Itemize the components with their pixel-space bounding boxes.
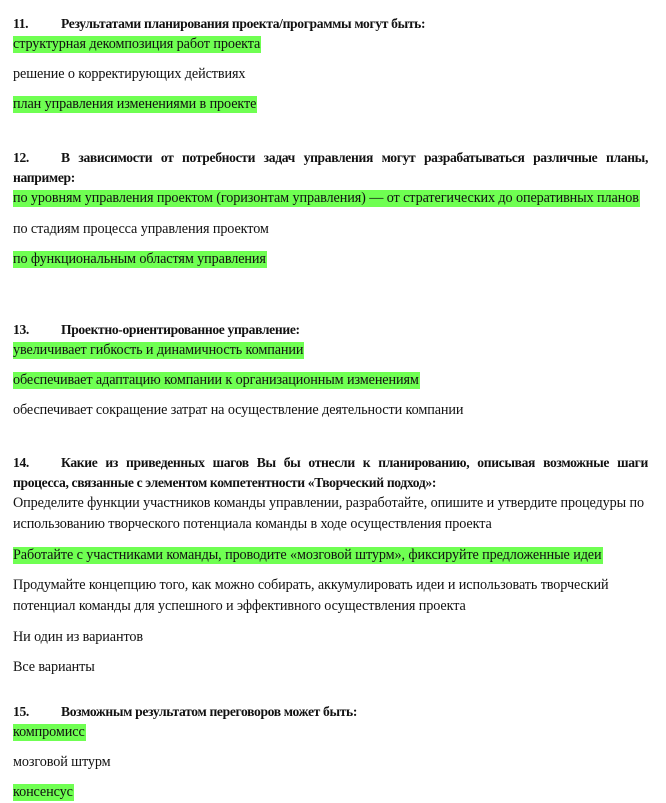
- question-15: [13, 702, 648, 802]
- option-item: [13, 493, 648, 535]
- question-heading: [13, 14, 648, 34]
- question-text: Какие из приведенных шагов Вы бы отнесли к планированию, описывая возможные шаги процесса, связанные с элементом компетентности «Творческий подход»:: [13, 455, 648, 490]
- option-text: Продумайте концепцию того, как можно собирать, аккумулировать идеи и использовать творческий потенциал команды для успешного и эффективного осуществления проекта: [13, 577, 609, 614]
- option-item: [13, 752, 648, 772]
- option-text-highlighted: увеличивает гибкость и динамичность компании: [13, 342, 304, 358]
- option-item: [13, 249, 648, 269]
- option-text: Определите функции участников команды управлении, разработайте, опишите и утвердите процедуры по использованию творческого потенциала команды в ходе осуществления проекта: [13, 495, 645, 532]
- option-item: [13, 34, 648, 54]
- question-text: В зависимости от потребности задач управления могут разрабатываться различные планы, например:: [13, 150, 648, 185]
- option-text-highlighted: компромисс: [13, 724, 85, 740]
- option-text-highlighted: структурная декомпозиция работ проекта: [13, 36, 261, 52]
- option-item: [13, 219, 648, 239]
- option-item: [13, 400, 648, 420]
- question-number: 14.: [13, 455, 29, 470]
- option-text-highlighted: обеспечивает адаптацию компании к организационным изменениям: [13, 372, 419, 388]
- option-text-highlighted: консенсус: [13, 784, 73, 800]
- option-text: мозговой штурм: [13, 754, 111, 770]
- question-text: Проектно-ориентированное управление:: [61, 322, 300, 337]
- question-heading: [13, 453, 648, 493]
- question-14: [13, 453, 648, 677]
- option-text-highlighted: по уровням управления проектом (горизонтам управления) — от стратегических до оперативных планов: [13, 190, 639, 206]
- option-item: [13, 545, 648, 565]
- question-text: Результатами планирования проекта/программы могут быть:: [61, 16, 426, 31]
- question-13: [13, 320, 648, 420]
- question-number: 15.: [13, 704, 29, 719]
- option-text-highlighted: по функциональным областям управления: [13, 251, 266, 267]
- option-text: обеспечивает сокращение затрат на осуществление деятельности компании: [13, 402, 464, 418]
- option-item: [13, 575, 648, 617]
- option-text-highlighted: план управления изменениями в проекте: [13, 96, 257, 112]
- question-number: 11.: [13, 16, 29, 31]
- option-text-highlighted: Работайте с участниками команды, проводите «мозговой штурм», фиксируйте предложенные идеи: [13, 547, 602, 563]
- option-item: [13, 722, 648, 742]
- option-item: [13, 782, 648, 802]
- question-heading: [13, 702, 648, 722]
- question-number: 13.: [13, 322, 29, 337]
- option-item: [13, 370, 648, 390]
- option-item: [13, 627, 648, 647]
- question-heading: [13, 320, 648, 340]
- question-text: Возможным результатом переговоров может быть:: [61, 704, 358, 719]
- option-text: Ни один из вариантов: [13, 629, 143, 645]
- question-12: [13, 148, 648, 269]
- option-item: [13, 64, 648, 84]
- option-item: [13, 340, 648, 360]
- option-text: Все варианты: [13, 659, 95, 675]
- option-text: решение о корректирующих действиях: [13, 66, 246, 82]
- option-item: [13, 188, 648, 209]
- option-item: [13, 657, 648, 677]
- question-heading: [13, 148, 648, 188]
- question-number: 12.: [13, 150, 29, 165]
- option-item: [13, 94, 648, 114]
- option-text: по стадиям процесса управления проектом: [13, 221, 269, 237]
- question-11: [13, 14, 648, 114]
